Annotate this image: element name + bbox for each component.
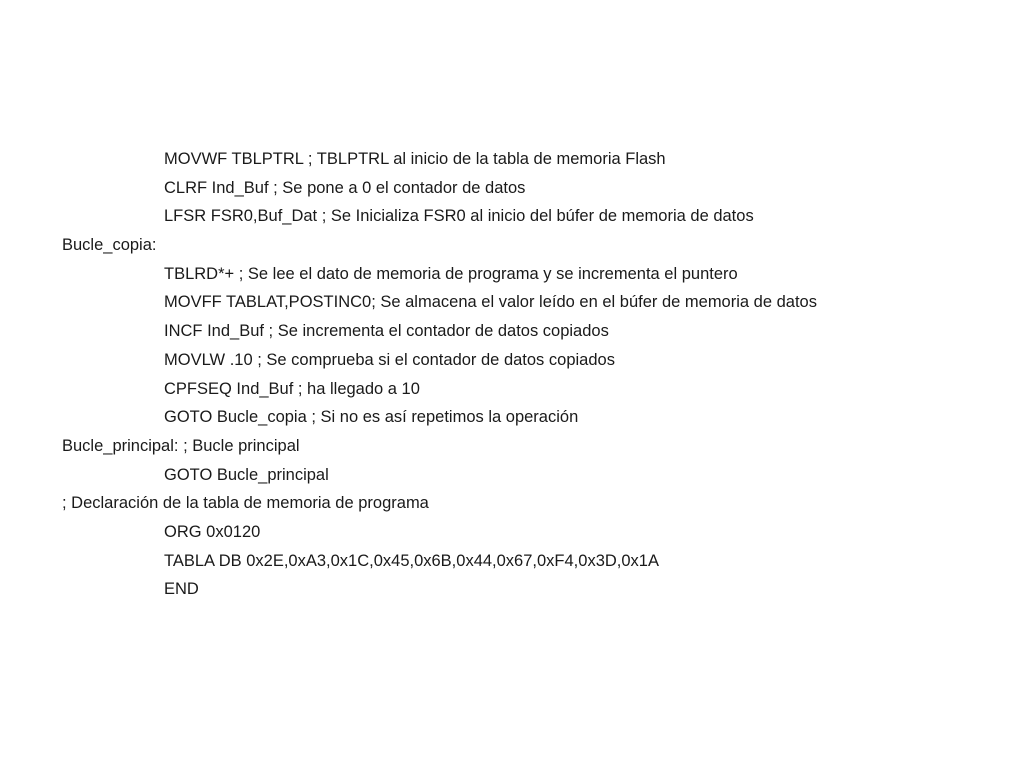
code-line: CLRF Ind_Buf ; Se pone a 0 el contador de datos: [164, 178, 526, 197]
code-line: GOTO Bucle_copia ; Si no es así repetimos la operación: [164, 408, 579, 427]
code-line: TBLRD*+ ; Se lee el dato de memoria de programa y se incrementa el puntero: [164, 264, 738, 283]
code-listing: [62, 145, 1002, 604]
code-line: ORG 0x0120: [164, 522, 261, 541]
code-label: Bucle_copia:: [62, 236, 157, 255]
code-comment: ; Declaración de la tabla de memoria de programa: [62, 494, 429, 513]
code-line: CPFSEQ Ind_Buf ; ha llegado a 10: [164, 379, 420, 398]
code-line: INCF Ind_Buf ; Se incrementa el contador de datos copiados: [164, 322, 609, 341]
code-line: END: [164, 580, 199, 599]
code-line: MOVLW .10 ; Se comprueba si el contador de datos copiados: [164, 350, 615, 369]
code-line: MOVFF TABLAT,POSTINC0; Se almacena el valor leído en el búfer de memoria de datos: [164, 293, 817, 312]
code-label: Bucle_principal: ; Bucle principal: [62, 436, 300, 455]
code-line: MOVWF TBLPTRL ; TBLPTRL al inicio de la tabla de memoria Flash: [164, 150, 666, 168]
code-line: LFSR FSR0,Buf_Dat ; Se Inicializa FSR0 al inicio del búfer de memoria de datos: [164, 207, 754, 226]
code-line: GOTO Bucle_principal: [164, 465, 329, 484]
code-line: TABLA DB 0x2E,0xA3,0x1C,0x45,0x6B,0x44,0x67,0xF4,0x3D,0x1A: [164, 551, 659, 570]
